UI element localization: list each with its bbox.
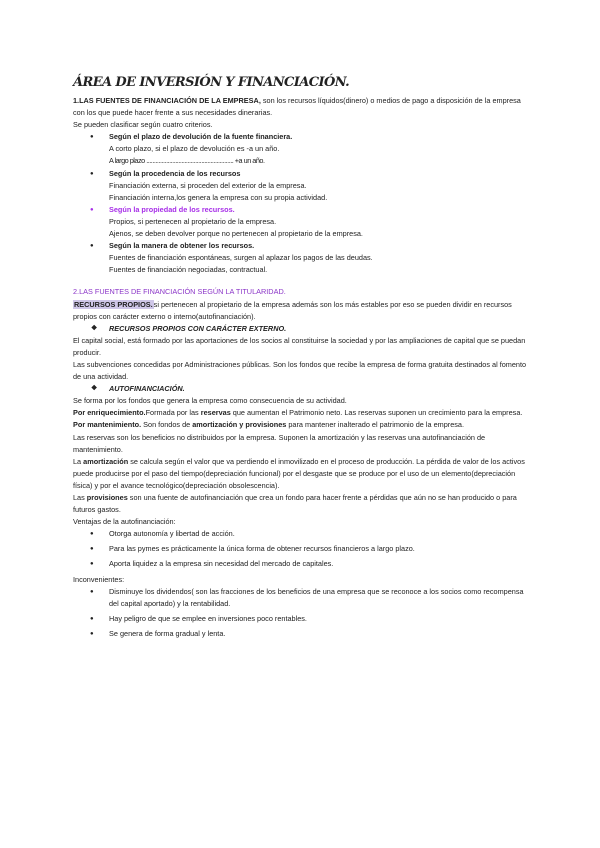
mantenimiento-paragraph: Por mantenimiento. Son fondos de amortización y provisiones para mantener inalterado el patrimonio de la empresa. [73, 420, 464, 430]
amortizacion-paragraph: La amortización se calcula según el valor que va perdiendo el inmovilizado en el proceso de producción. La pérdida de valor de los activos puede producirse por el paso del tiempo(depreciación funcional) por el desgaste que se produce por el uso de un elemento(depreciación física) y por el avance tecnológico(depreciación obsolescencia). [73, 456, 525, 490]
enriquecimiento-paragraph: Por enriquecimiento.Formada por las reservas que aumentan el Patrimonio neto. Las reservas suponen un crecimiento para la empresa. [73, 408, 523, 418]
inconvenientes-label: Inconvenientes: [73, 574, 125, 584]
list-item: ● Aporta liquidez a la empresa sin necesidad del mercado de capitales. [73, 558, 531, 570]
subheading-autofinanciacion: ❖ AUTOFINANCIACIÓN. [73, 383, 531, 395]
recursos-propios-paragraph: RECURSOS PROPIOS.si pertenecen al propietario de la empresa además son los más estables por eso se pueden dividir en recursos propios con carácter externo o interno(autofinanciación). [73, 299, 512, 321]
subvenciones-paragraph: Las subvenciones concedidas por Administraciones públicas. Son los fondos que recibe la empresa de forma gratuita destinados al fomento de una actividad. [73, 359, 527, 382]
criterion-propiedad: ● Según la propiedad de los recursos. Propios, si pertenecen al propietario de la empresa. Ajenos, se deben devolver porque no pertenecen al propietario de la empresa. [73, 204, 531, 240]
list-item: ● Hay peligro de que se emplee en inversiones poco rentables. [73, 613, 531, 625]
inconvenientes-list [73, 586, 531, 640]
section1-intro: 1.LAS FUENTES DE FINANCIACIÓN DE LA EMPRESA, son los recursos líquidos(dinero) o medios de pago a disposición de la empresa con los que puede hacer frente a sus necesidades dinerarias. [73, 96, 521, 118]
criterion-procedencia: ● Según la procedencia de los recursos Financiación externa, si proceden del exterior de la empresa. Financiación interna,los genera la empresa con su propia actividad. [73, 168, 531, 204]
list-item: ● Otorga autonomía y libertad de acción. [73, 528, 531, 540]
recursos-propios-highlight: RECURSOS PROPIOS. [74, 299, 153, 309]
section1-heading: 1.LAS FUENTES DE FINANCIACIÓN DE LA EMPRESA, [73, 96, 261, 105]
autofinanciacion-definition: Se forma por los fondos que genera la empresa como consecuencia de su actividad. [73, 396, 347, 406]
criterion-manera: ● Según la manera de obtener los recursos. Fuentes de financiación espontáneas, surgen al aplazar los pagos de las deudas. Fuentes de financiación negociadas, contractual. [73, 240, 531, 276]
document-content [73, 74, 531, 643]
criteria-list [73, 131, 531, 276]
reservas-paragraph: Las reservas son los beneficios no distribuidos por la empresa. Suponen la amortización y las reservas una autofinanciación de mantenimiento. [73, 432, 486, 454]
list-item: ● Para las pymes es prácticamente la única forma de obtener recursos financieros a largo plazo. [73, 543, 531, 555]
subheading-externo: ❖ RECURSOS PROPIOS CON CARÁCTER EXTERNO. [73, 323, 531, 335]
criterion-plazo: ● Según el plazo de devolución de la fuente financiera. A corto plazo, si el plazo de devolución es -a un año. A largo plazo ......................................................... +a un año. [73, 131, 531, 167]
provisiones-paragraph: Las provisiones son una fuente de autofinanciación que crea un fondo para hacer frente a pérdidas que aún no se han producido o para futuros gastos. [73, 493, 517, 515]
list-item: ● Se genera de forma gradual y lenta. [73, 628, 531, 640]
section2-heading: 2.LAS FUENTES DE FINANCIACIÓN SEGÚN LA TITULARIDAD. [73, 287, 286, 297]
ventajas-list [73, 528, 531, 570]
document-title: ÁREA DE INVERSIÓN Y FINANCIACIÓN. [73, 75, 350, 90]
capital-social-paragraph: El capital social, está formado por las aportaciones de los socios al constituirse la sociedad y por las ampliaciones de capital que se puedan producir. [73, 335, 526, 357]
list-item: ● Disminuye los dividendos( son las fracciones de los beneficios de una empresa que se reconoce a los socios como recompensa del capital aportado) y la rentabilidad. [73, 586, 531, 610]
criteria-line: Se pueden clasificar según cuatro criterios. [73, 120, 213, 130]
ventajas-label: Ventajas de la autofinanciación: [73, 517, 176, 527]
